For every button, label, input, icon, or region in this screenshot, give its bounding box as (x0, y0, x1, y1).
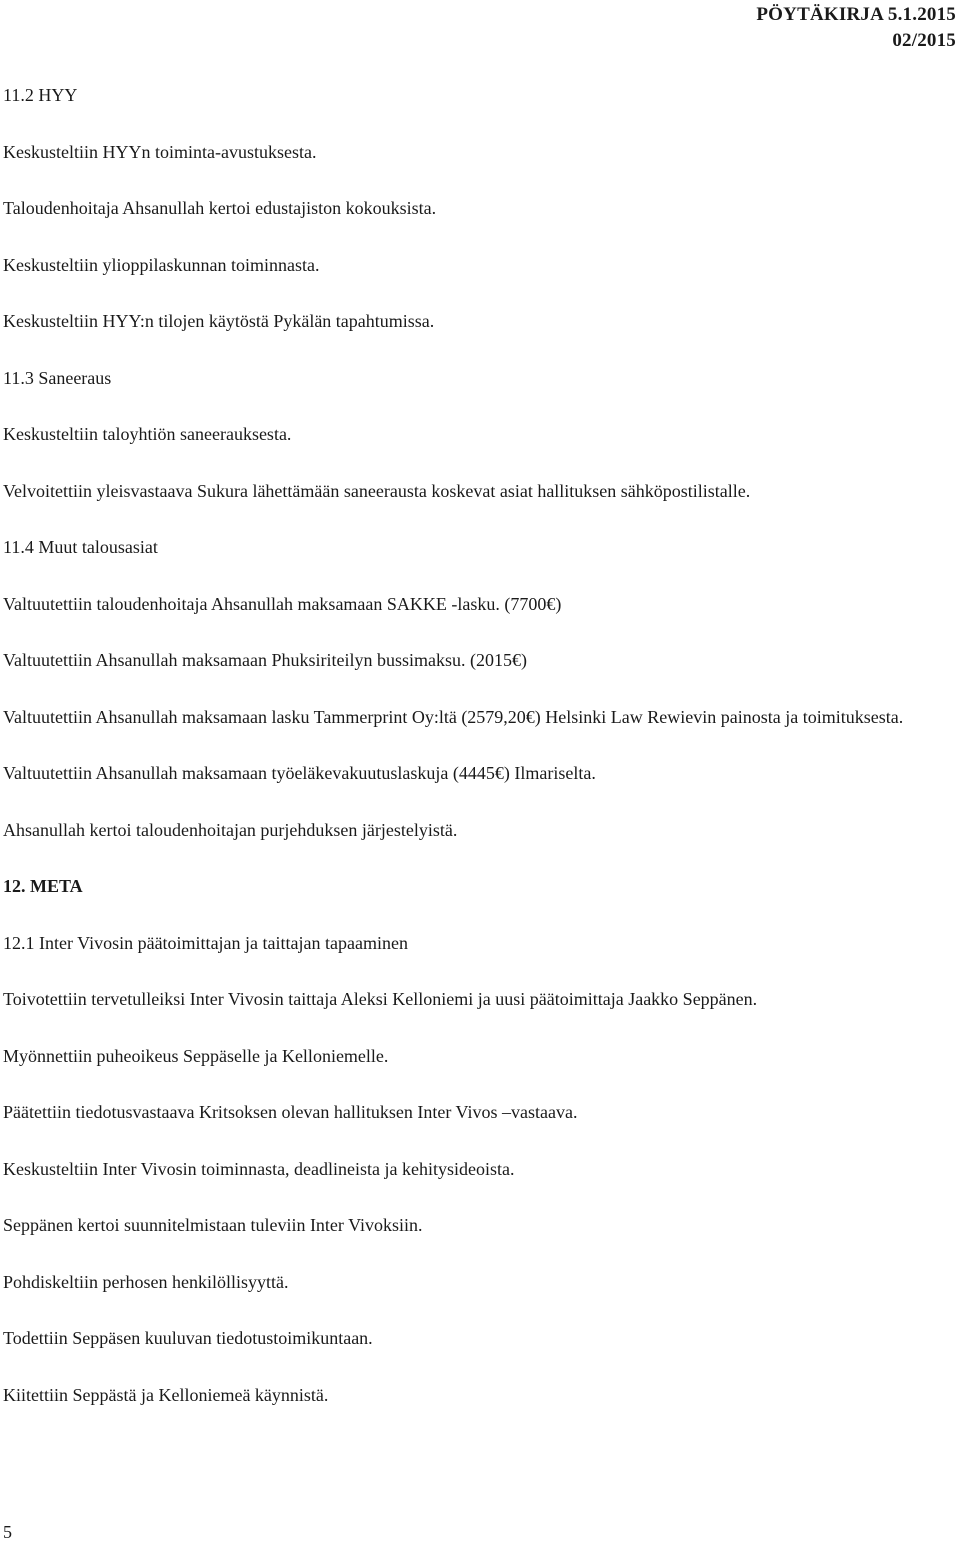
paragraph: Todettiin Seppäsen kuuluvan tiedotustoimikuntaan. (3, 1328, 373, 1348)
section-heading-12-1: 12.1 Inter Vivosin päätoimittajan ja taittajan tapaaminen (3, 932, 408, 953)
paragraph: Keskusteltiin Inter Vivosin toiminnasta, deadlineista ja kehitysideoista. (3, 1158, 515, 1179)
paragraph: Kiitettiin Seppästä ja Kelloniemeä käynnistä. (3, 1384, 329, 1405)
page-number: 5 (3, 1522, 12, 1542)
paragraph: Toivotettiin tervetulleiksi Inter Vivosin taittaja Aleksi Kelloniemi ja uusi päätoimittaja Jaakko Seppänen. (3, 989, 758, 1009)
paragraph: Valtuutettiin Ahsanullah maksamaan Phuksiriteilyn bussimaksu. (2015€) (3, 650, 527, 670)
paragraph: Keskusteltiin HYYn toiminta-avustuksesta. (3, 141, 317, 162)
paragraph: Keskusteltiin HYY:n tilojen käytöstä Pykälän tapahtumissa. (3, 311, 435, 331)
section-heading-11-3: 11.3 Saneeraus (3, 367, 112, 388)
paragraph: Seppänen kertoi suunnitelmistaan tuleviin Inter Vivoksiin. (3, 1215, 423, 1235)
paragraph: Päätettiin tiedotusvastaava Kritsoksen olevan hallituksen Inter Vivos –vastaava. (3, 1102, 578, 1122)
document-header (756, 2, 956, 54)
header-title: PÖYTÄKIRJA 5.1.2015 (756, 4, 956, 25)
paragraph: Valtuutettiin Ahsanullah maksamaan lasku Tammerprint Oy:ltä (2579,20€) Helsinki Law Rewievin painosta ja toimituksesta. (3, 706, 904, 727)
paragraph: Myönnettiin puheoikeus Seppäselle ja Kelloniemelle. (3, 1045, 389, 1066)
paragraph: Valtuutettiin taloudenhoitaja Ahsanullah maksamaan SAKKE -lasku. (7700€) (3, 593, 562, 614)
paragraph: Ahsanullah kertoi taloudenhoitajan purjehduksen järjestelyistä. (3, 819, 458, 840)
document-body (3, 80, 958, 1436)
paragraph: Keskusteltiin ylioppilaskunnan toiminnasta. (3, 254, 320, 275)
paragraph: Keskusteltiin taloyhtiön saneerauksesta. (3, 424, 292, 444)
paragraph: Velvoitettiin yleisvastaava Sukura lähettämään saneerausta koskevat asiat hallituksen sähköpostilistalle. (3, 480, 751, 501)
paragraph: Valtuutettiin Ahsanullah maksamaan työeläkevakuutuslaskuja (4445€) Ilmariselta. (3, 763, 596, 783)
section-heading-11-4: 11.4 Muut talousasiat (3, 537, 158, 557)
paragraph: Pohdiskeltiin perhosen henkilöllisyyttä. (3, 1271, 289, 1292)
section-heading-12: 12. META (3, 876, 83, 896)
section-heading-11-2: 11.2 HYY (3, 85, 78, 105)
paragraph: Taloudenhoitaja Ahsanullah kertoi edustajiston kokouksista. (3, 198, 437, 218)
header-number: 02/2015 (892, 30, 956, 51)
